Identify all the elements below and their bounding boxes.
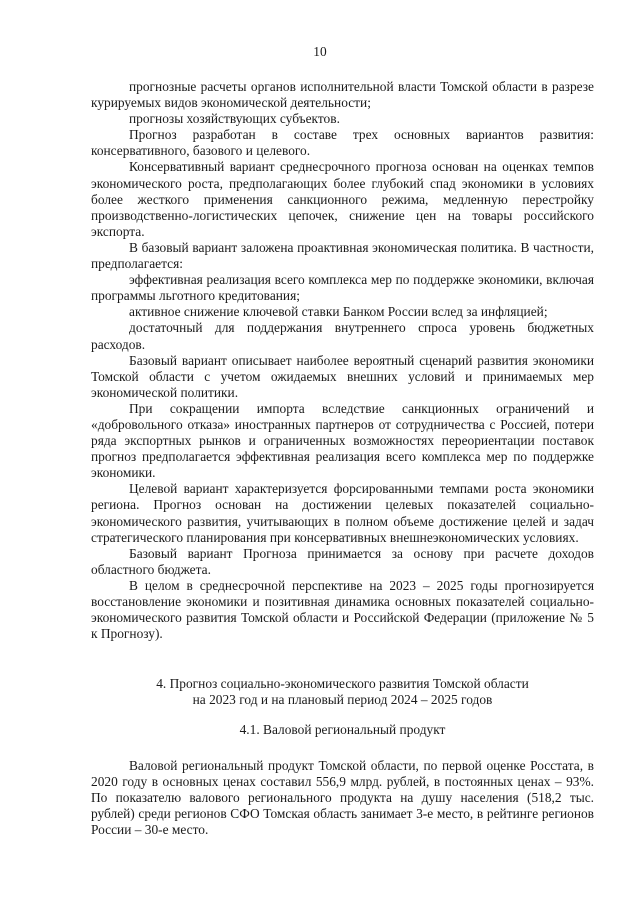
section-heading: 4. Прогноз социально-экономического развития Томской области	[156, 676, 529, 691]
section-heading-continued: на 2023 год и на плановый период 2024 – 2025 годов	[192, 692, 493, 707]
paragraph: В целом в среднесрочной перспективе на 2023 – 2025 годы прогнозируется восстановление экономики и позитивная динамика основных показателей социально-экономического развития Томской области и Российской Федерации (приложение № 5 к Прогнозу).	[91, 577, 594, 642]
paragraph: Базовый вариант описывает наиболее вероятный сценарий развития экономики Томской области с учетом ожидаемых внешних условий и принимаемых мер экономической политики.	[91, 352, 594, 400]
page-number: 10	[313, 44, 327, 59]
subsection-heading: 4.1. Валовой региональный продукт	[239, 722, 446, 737]
paragraph: активное снижение ключевой ставки Банком России вслед за инфляцией;	[129, 304, 548, 320]
paragraph: прогнозы хозяйствующих субъектов.	[129, 111, 340, 127]
paragraph: эффективная реализация всего комплекса мер по поддержке экономики, включая программы льготного кредитования;	[91, 272, 594, 304]
paragraph: Валовой региональный продукт Томской области, по первой оценке Росстата, в 2020 году в основных ценах составил 556,9 млрд. рублей, в постоянных ценах – 93%. По показателю валового регионального продукта на душу населения (518,2 тыс. рублей) среди регионов СФО Томская область занимает 3-е место, в рейтинге регионов России – 30-е место.	[91, 758, 594, 838]
paragraph: В базовый вариант заложена проактивная экономическая политика. В частности, предполагается:	[91, 239, 594, 272]
paragraph: Целевой вариант характеризуется форсированными темпами роста экономики региона. Прогноз основан на достижении целевых показателей социально-экономического развития, учитывающих в полном объеме достижение целей и задач стратегического планирования при консервативных внешнеэкономических условиях.	[91, 481, 594, 545]
paragraph: Прогноз разработан в составе трех основных вариантов развития: консервативного, базового и целевого.	[91, 127, 594, 159]
body-text	[91, 79, 594, 642]
paragraph: Консервативный вариант среднесрочного прогноза основан на оценках темпов экономического роста, предполагающих более глубокий спад экономики в условиях более жесткого применения санкционного режима, медленную перестройку производственно-логистических цепочек, снижение цен на товары российского экспорта.	[91, 159, 594, 239]
body-text-grp	[91, 758, 594, 838]
paragraph: достаточный для поддержания внутреннего спроса уровень бюджетных расходов.	[91, 320, 594, 352]
paragraph: При сокращении импорта вследствие санкционных ограничений и «добровольного отказа» иностранных партнеров от сотрудничества с Россией, потери ряда экспортных рынков и ограниченных возможностях переориентации поставок прогноз предполагается эффективная реализация всего комплекса мер по поддержке экономики.	[91, 400, 594, 481]
paragraph: прогнозные расчеты органов исполнительной власти Томской области в разрезе курируемых видов экономической деятельности;	[91, 79, 594, 111]
paragraph: Базовый вариант Прогноза принимается за основу при расчете доходов областного бюджета.	[91, 545, 594, 577]
